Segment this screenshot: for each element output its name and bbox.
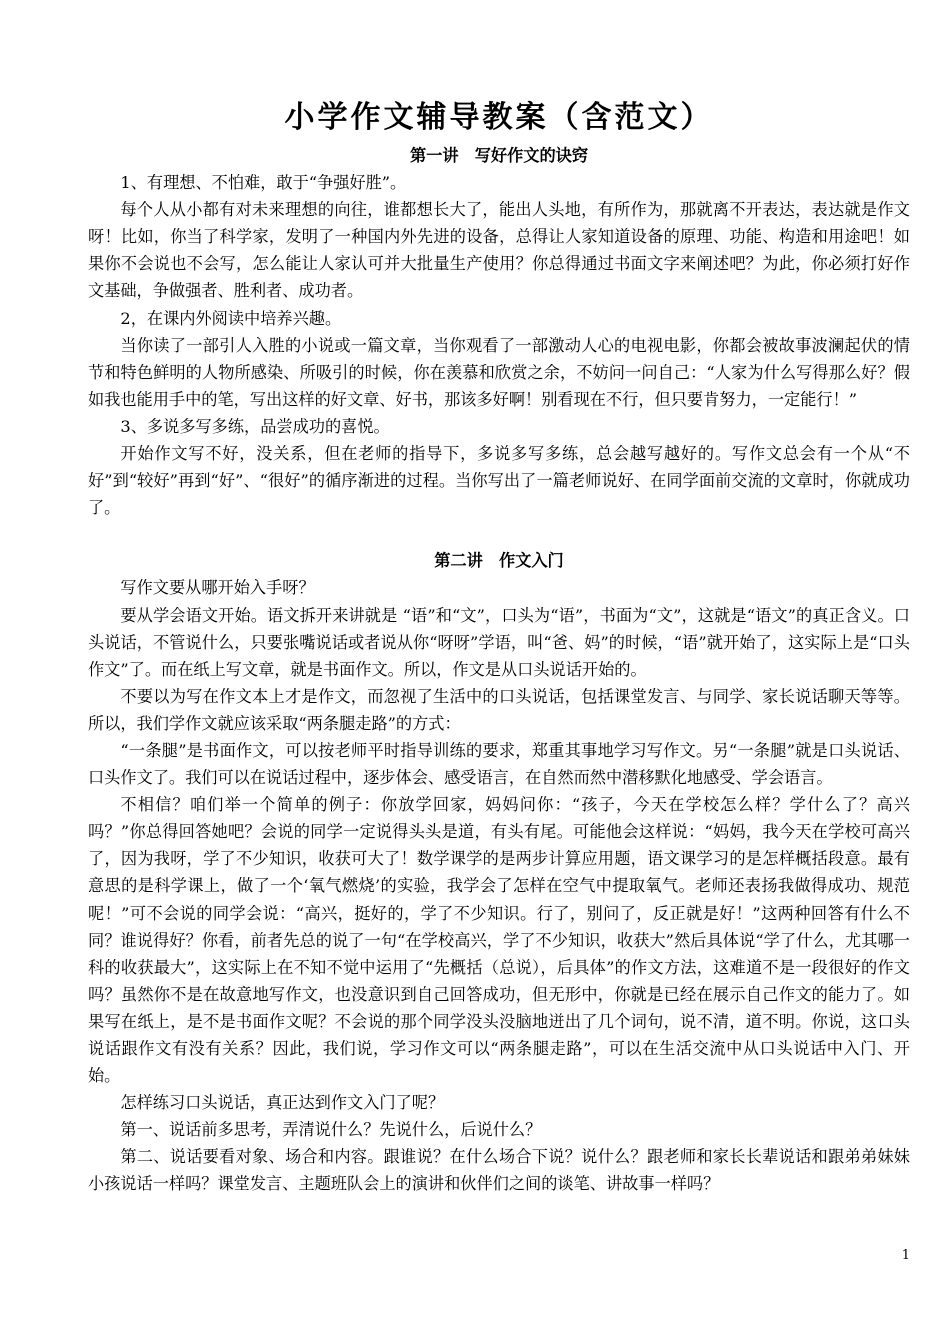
body-paragraph: 不要以为写在作文本上才是作文，而忽视了生活中的口头说话，包括课堂发言、与同学、家长说话聊天等等。所以，我们学作文就应该采取“两条腿走路”的方式： <box>88 686 910 733</box>
lecture-2-section <box>88 547 910 1197</box>
body-paragraph: 第一、说话前多思考，弄清说什么？先说什么，后说什么？ <box>120 1120 542 1140</box>
body-paragraph: 当你读了一部引人入胜的小说或一篇文章，当你观看了一部激动人心的电视电影，你都会被故事波澜起伏的情节和特色鲜明的人物所感染、所吸引的时候，你在羡慕和欣赏之余，不妨问一问自己：“人家为什么写得那么好？假如我也能用手中的笔，写出这样的好文章、好书，那该多好啊！别看现在不行，但只要肯努力，一定能行！” <box>88 335 910 409</box>
body-paragraph: 2，在课内外阅读中培养兴趣。 <box>120 308 342 328</box>
body-paragraph: 要从学会语文开始。语文拆开来讲就是 “语”和“文”，口头为“语”，书面为“文”，这就是“语文”的真正含义。口头说话，不管说什么，只要张嘴说话或者说从你“呀呀”学语，叫“爸、妈”的时候，“语”就开始了，这实际上是“口头作文”了。而在纸上写文章，就是书面作文。所以，作文是从口头说话开始的。 <box>88 605 910 679</box>
body-paragraph: 怎样练习口头说话，真正达到作文入门了呢？ <box>120 1093 445 1113</box>
body-paragraph: 第二、说话要看对象、场合和内容。跟谁说？在什么场合下说？说什么？跟老师和家长长辈说话和跟弟弟妹妹小孩说话一样吗？课堂发言、主题班队会上的演讲和伙伴们之间的谈笔、讲故事一样吗？ <box>88 1147 910 1194</box>
lecture-1-heading: 第一讲 写好作文的诀窍 <box>409 146 589 165</box>
body-paragraph: 写作文要从哪开始入手呀？ <box>120 578 315 598</box>
lecture-1-section <box>88 142 910 521</box>
body-paragraph: “一条腿”是书面作文，可以按老师平时指导训练的要求，郑重其事地学习写作文。另“一条腿”就是口头说话、口头作文了。我们可以在说话过程中，逐步体会、感受语言，在自然而然中潜移默化地感受、学会语言。 <box>88 740 910 788</box>
body-paragraph: 3、多说多写多练，品尝成功的喜悦。 <box>120 416 390 436</box>
document-title: 小学作文辅导教案（含范文） <box>284 100 714 135</box>
page-number: 1 <box>901 1248 910 1263</box>
body-paragraph: 不相信？咱们举一个简单的例子：你放学回家，妈妈问你：“孩子，今天在学校怎么样？学什么了？高兴吗？”你总得回答她吧？会说的同学一定说得头头是道，有头有尾。可能他会这样说：“妈妈，我今天在学校可高兴了，因为我呀，学了不少知识，收获可大了！数学课学的是两步计算应用题，语文课学习的是怎样概括段意。最有意思的是科学课上，做了一个‘氧气燃烧’的实验，我学会了怎样在空气中提取氧气。老师还表扬我做得成功、规范呢！”可不会说的同学会说：“高兴，挺好的，学了不少知识。行了，别问了，反正就是好！”这两种回答有什么不同？谁说得好？你看，前者先总的说了一句“在学校高兴，学了不少知识，收获大”然后具体说“学了什么，尤其哪一科的收获最大”，这实际上在不知不觉中运用了“先概括（总说），后具体”的作文方法，这难道不是一段很好的作文吗？虽然你不是在故意地写作文，也没意识到自己回答成功，但无形中，你就是已经在展示自己作文的能力了。如果写在纸上，是不是书面作文呢？不会说的那个同学没头没脑地迸出了几个词句，说不清，道不明。你说，这口头说话跟作文有没有关系？因此，我们说，学习作文可以“两条腿走路”，可以在生活交流中从口头说话中入门、开始。 <box>88 795 910 1086</box>
body-paragraph: 每个人从小都有对未来理想的向往，谁都想长大了，能出人头地，有所作为，那就离不开表达，表达就是作文呀！比如，你当了科学家，发明了一种国内外先进的设备，总得让人家知道设备的原理、功能、构造和用途吧！如果你不会说也不会写，怎么能让人家认可并大批量生产使用？你总得通过书面文字来阐述吧？为此，你必须打好作文基础，争做强者、胜利者、成功者。 <box>88 200 910 301</box>
body-paragraph: 1、有理想、不怕难，敢于“争强好胜”。 <box>120 173 407 193</box>
lecture-2-heading: 第二讲 作文入门 <box>434 551 564 571</box>
body-paragraph: 开始作文写不好，没关系，但在老师的指导下，多说多写多练，总会越写越好的。写作文总会有一个从“不好”到“较好”再到“好”、“很好”的循序渐进的过程。当你写出了一篇老师说好、在同学面前交流的文章时，你就成功了。 <box>88 444 910 518</box>
